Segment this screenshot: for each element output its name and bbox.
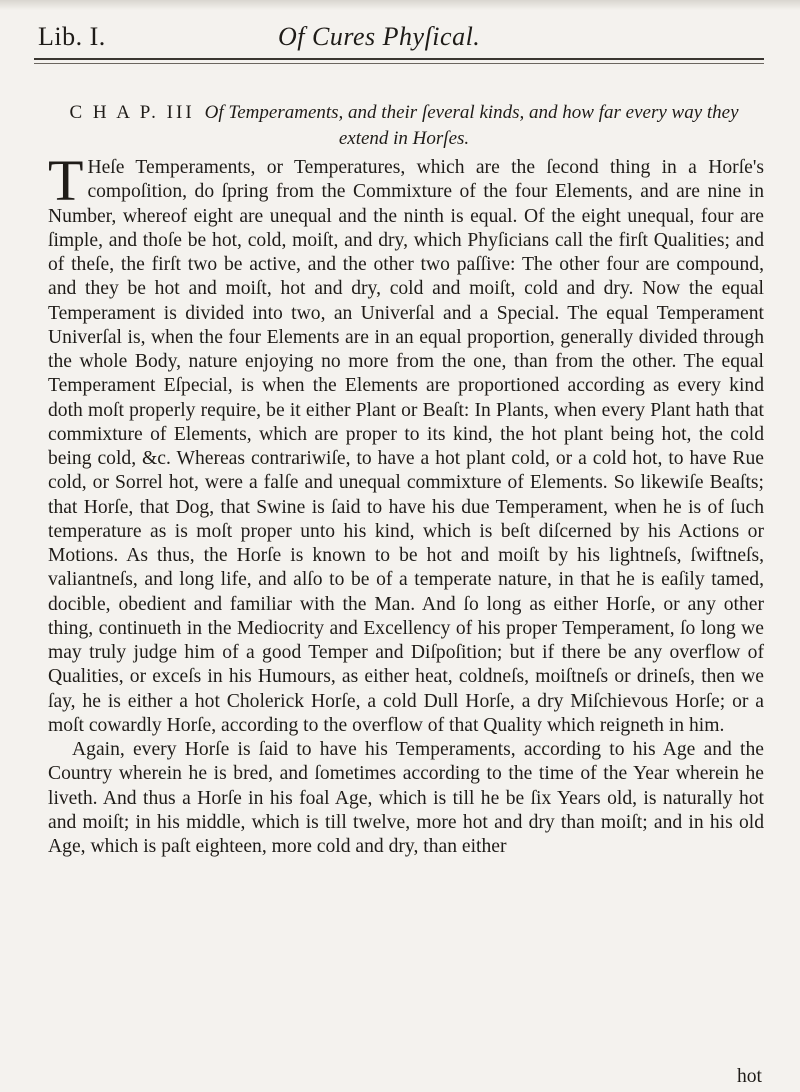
catchword: hot — [736, 1066, 762, 1087]
paragraph-1 — [48, 148, 764, 738]
chapter-title: Of Temperaments, and their ſeveral kinds, and how far every way they extend in Horſes. — [204, 102, 739, 149]
book-number: Lib. I. — [38, 22, 106, 51]
paragraph-2-text: Again, every Horſe is ſaid to have his Temperaments, according to his Age and the Country wherein he is bred, and ſometimes according to the time of the Year wherein he liveth. And thus a Horſe in his foal Age, which is till he be ſix Years old, is naturally hot and moiſt; in his middle, which is till twelve, more hot and dry than moiſt; and in his old Age, which is paſt eighteen, more cold and dry, than either — [48, 739, 764, 857]
header-rule-thin — [34, 63, 764, 64]
body-text — [48, 148, 764, 859]
chapter-label: C H A P. III — [69, 102, 195, 123]
paragraph-1-text: Heſe Temperaments, or Temperatures, which are the ſecond thing in a Horſe's compoſition, do ſpring from the Commixture of the four Elements, and are nine in Number, whereof eight are unequal and the ninth is equal. Of the eight unequal, four are ſimple, and thoſe be hot, cold, moiſt, and dry, which Phyſicians call the firſt Qualities; and of theſe, the firſt two be active, and the other two paſſive: The other four are compound, and they be hot and moiſt, hot and dry, cold and moiſt, cold and dry. Now the equal Temperament is divided into two, an Univerſal and a Special. The equal Temperament Univerſal is, when the four Elements are in an equal proportion, generally divided through the whole Body, nature enjoying no more from the one, than from the other. The equal Temperament Eſpecial, is when the Elements are proportioned according as every kind doth moſt properly require, be it either Plant or Beaſt: In Plants, when every Plant hath that commixture of Elements, which are proper to its kind, the hot plant being hot, the cold being cold, &c. Whereas contrariwiſe, to have a hot plant cold, or a cold hot, to have Rue cold, or Sorrel hot, were a falſe and unequal commixture of Elements. So likewiſe Beaſts; that Horſe, that Dog, that Swine is ſaid to have his due Temperament, when he is of ſuch temperature as is moſt proper unto his kind, which is beſt diſcerned by his Actions or Motions. As thus, the Horſe is known to be hot and moiſt by his lightneſs, ſwiftneſs, valiantneſs, and long life, and alſo to be of a temperate nature, in that he is eaſily tamed, docible, obedient and familiar with the Man. And ſo long as either Horſe, or any other thing, continueth in the Mediocrity and Excellency of his proper Temperament, ſo long we may truly judge him of a good Temper and Diſpoſition; but if there be any overflow of Qualities, or exceſs in his Humours, as either heat, coldneſs, moiſtneſs or drineſs, then we ſay, he is either a hot Cholerick Horſe, a cold Dull Horſe, a dry Miſchievous Horſe; or a moſt cowardly Horſe, according to the overflow of that Quality which reigneth in him. — [48, 157, 764, 736]
drop-cap: T — [48, 148, 84, 213]
header-rule — [34, 58, 764, 60]
running-title: Of Cures Phyſical. — [278, 22, 481, 51]
chapter-heading — [44, 100, 764, 152]
running-head — [34, 18, 774, 74]
scan-edge — [0, 0, 800, 10]
paragraph-2 — [48, 738, 764, 859]
